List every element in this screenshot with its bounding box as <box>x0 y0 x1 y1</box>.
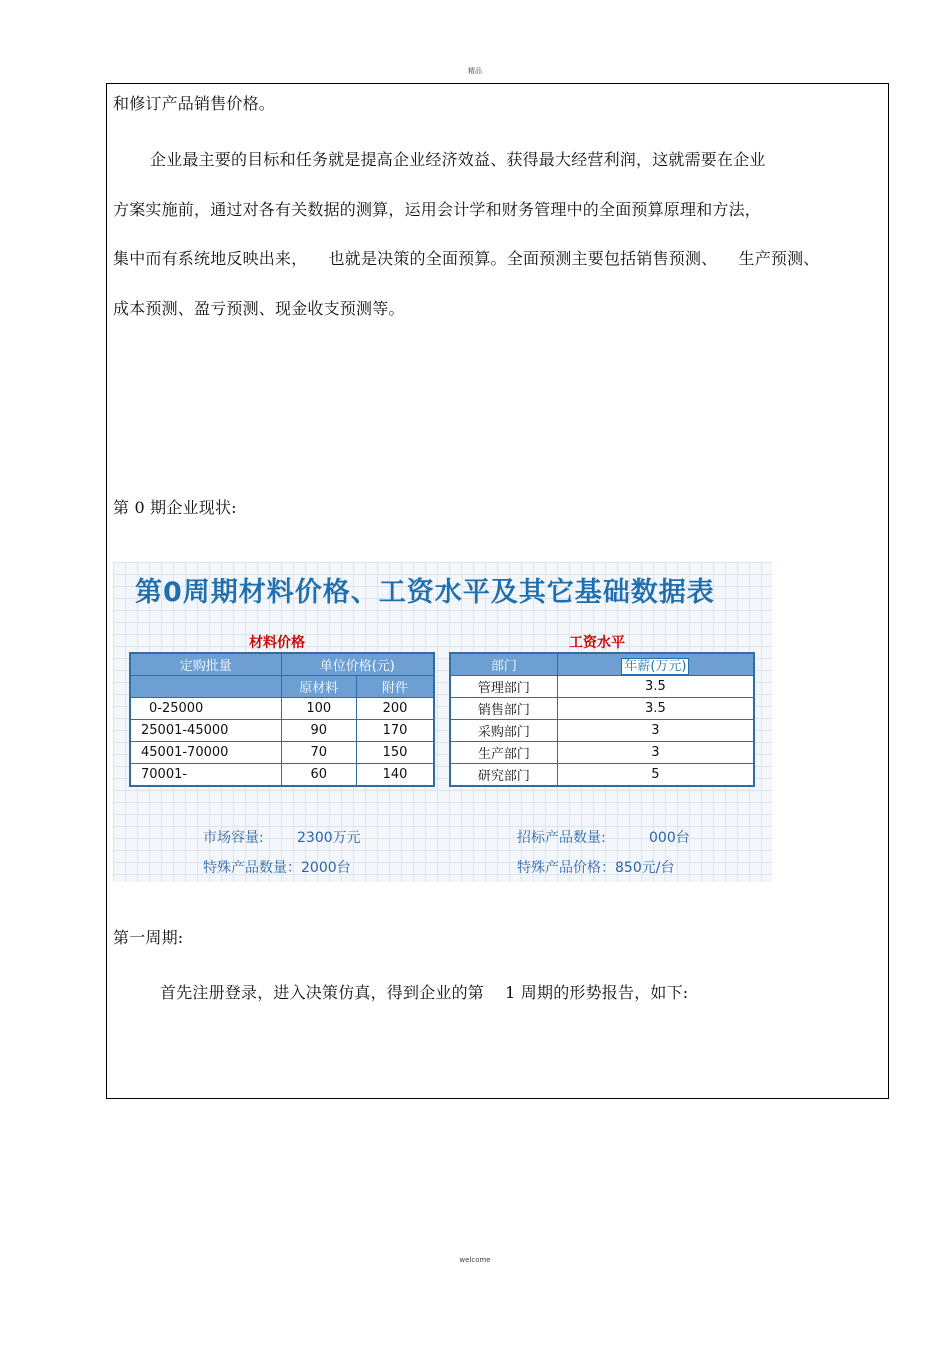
paragraph-line-3: 方案实施前，通过对各有关数据的测算，运用会计学和财务管理中的全面预算原理和方法， <box>113 200 762 219</box>
cell-dept: 生产部门 <box>450 742 557 764</box>
header-empty <box>130 676 281 698</box>
cell-raw: 70 <box>281 742 356 764</box>
table-row <box>130 676 434 698</box>
table-row <box>130 720 434 742</box>
special-product-price: 特殊产品价格：850元/台 <box>517 860 675 876</box>
header-unit-price: 单位价格(元) <box>281 653 434 676</box>
paragraph-line-2: 企业最主要的目标和任务就是提高企业经济效益、获得最大经营利润，这就需要在企业 <box>150 150 766 169</box>
cell-batch: 45001-70000 <box>130 742 281 764</box>
cell-salary: 5 <box>557 764 754 787</box>
market-capacity-label: 市场容量: <box>203 830 264 846</box>
cell-dept: 管理部门 <box>450 676 557 698</box>
table-row <box>450 764 754 787</box>
header-salary <box>557 653 754 676</box>
cell-dept: 研究部门 <box>450 764 557 787</box>
cell-raw: 100 <box>281 698 356 720</box>
table-row <box>130 742 434 764</box>
cell-dept: 采购部门 <box>450 720 557 742</box>
table-row <box>130 653 434 676</box>
paragraph-line-1: 和修订产品销售价格。 <box>113 94 276 113</box>
table-row <box>130 698 434 720</box>
cell-part: 140 <box>357 764 434 787</box>
paragraph-line-4: 集中而有系统地反映出来， 也就是决策的全面预算。全面预测主要包括销售预测、 生产预测、 <box>113 249 820 268</box>
sheet-title: 第0周期材料价格、工资水平及其它基础数据表 <box>135 577 715 608</box>
cell-part: 170 <box>357 720 434 742</box>
cell-batch: 25001-45000 <box>130 720 281 742</box>
cell-salary: 3 <box>557 742 754 764</box>
cell-batch: 0-25000 <box>130 698 281 720</box>
table-row <box>450 676 754 698</box>
tender-quantity-value: 000台 <box>649 830 690 846</box>
paragraph-last: 首先注册登录，进入决策仿真，得到企业的第 1 周期的形势报告，如下: <box>160 983 689 1002</box>
material-price-title: 材料价格 <box>249 635 305 651</box>
header-part: 附件 <box>357 676 434 698</box>
tender-quantity-label: 招标产品数量: <box>517 830 606 846</box>
cell-raw: 90 <box>281 720 356 742</box>
header-raw: 原材料 <box>281 676 356 698</box>
material-price-table <box>129 652 435 787</box>
table-row <box>450 720 754 742</box>
header-mark: 精品 <box>468 67 482 75</box>
period-0-heading: 第 0 期企业现状: <box>113 498 237 517</box>
cell-salary: 3 <box>557 720 754 742</box>
paragraph-line-5: 成本预测、盈亏预测、现金收支预测等。 <box>113 299 405 318</box>
table-row <box>450 698 754 720</box>
wage-level-title: 工资水平 <box>569 635 625 651</box>
header-dept: 部门 <box>450 653 557 676</box>
cell-salary: 3.5 <box>557 676 754 698</box>
cell-dept: 销售部门 <box>450 698 557 720</box>
cell-part: 150 <box>357 742 434 764</box>
cell-batch: 70001- <box>130 764 281 787</box>
period-1-heading: 第一周期: <box>113 928 184 947</box>
table-row <box>450 742 754 764</box>
special-product-quantity: 特殊产品数量：2000台 <box>203 860 351 876</box>
cell-raw: 60 <box>281 764 356 787</box>
table-row <box>130 764 434 787</box>
market-capacity-value: 2300万元 <box>297 830 361 846</box>
base-data-sheet <box>113 562 772 882</box>
wage-level-table <box>449 652 755 787</box>
header-batch: 定购批量 <box>130 653 281 676</box>
table-row <box>450 653 754 676</box>
cell-part: 200 <box>357 698 434 720</box>
cell-salary: 3.5 <box>557 698 754 720</box>
selected-salary-header: 年薪(万元) <box>624 659 687 674</box>
footer-mark: welcome <box>459 1256 491 1264</box>
